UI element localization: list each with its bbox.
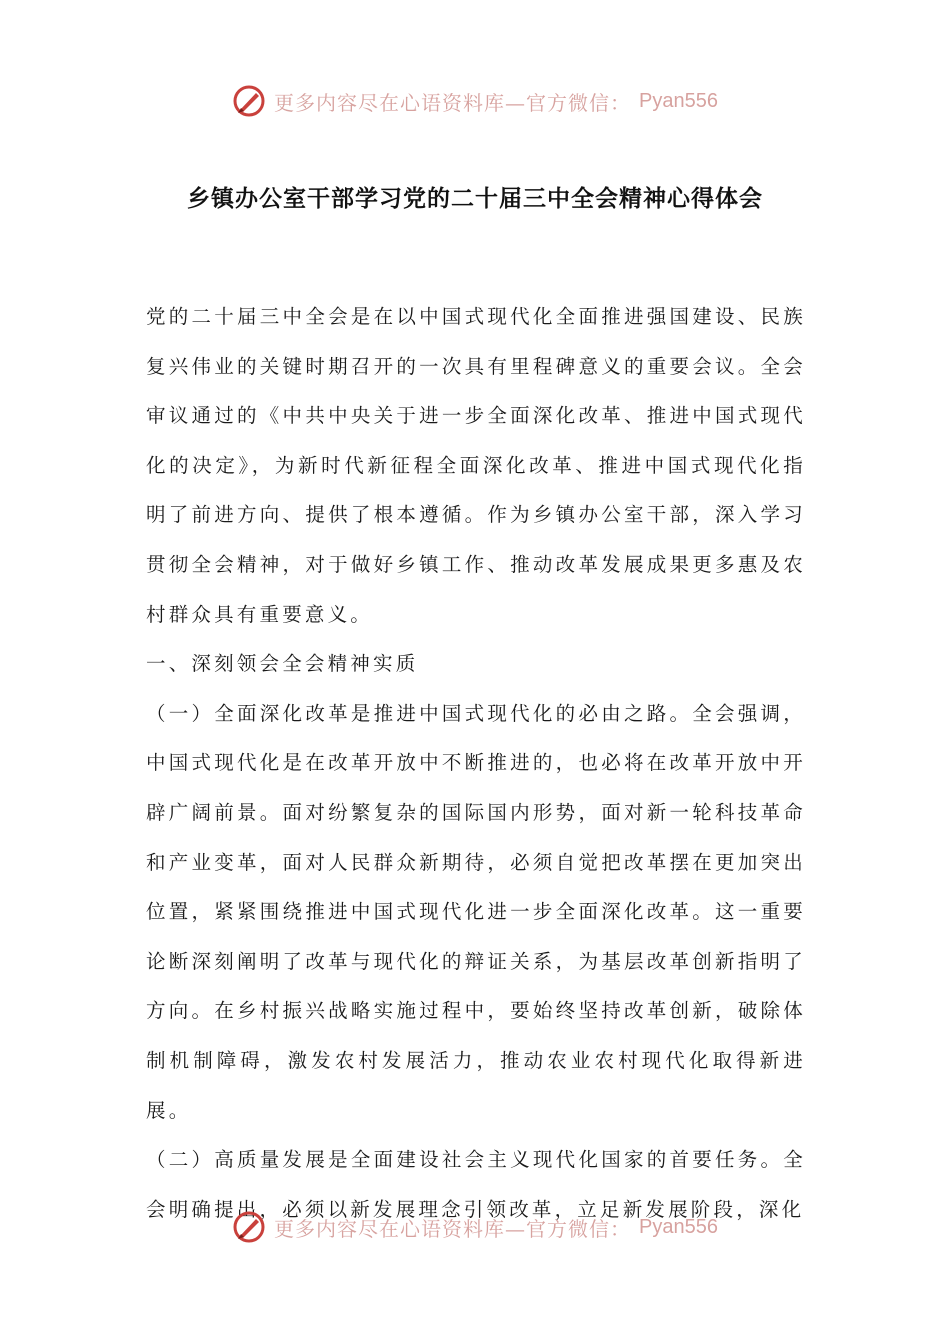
section-heading: 一、深刻领会全会精神实质 <box>146 652 419 676</box>
body-paragraph: （一）全面深化改革是推进中国式现代化的必由之路。全会强调，中国式现代化是在改革开放中不断推进的，也必将在改革开放中开辟广阔前景。面对纷繁复杂的国际国内形势，面对新一轮科技革命和产业变革，面对人民群众新期待，必须自觉把改革摆在更加突出位置，紧紧围绕推进中国式现代化进一步全面深化改革。这一重要论断深刻阐明了改革与现代化的辩证关系，为基层改革创新指明了方向。在乡村振兴战略实施过程中，要始终坚持改革创新，破除体制机制障碍，激发农村发展活力，推动农业农村现代化取得新进展。 <box>146 701 806 1122</box>
watermark-wechat-id: Pyan556 <box>639 89 718 112</box>
watermark-text: 更多内容尽在心语资料库—官方微信： <box>274 1216 632 1241</box>
intro-paragraph: 党的二十届三中全会是在以中国式现代化全面推进强国建设、民族复兴伟业的关键时期召开的一次具有里程碑意义的重要会议。全会审议通过的《中共中央关于进一步全面深化改革、推进中国式现代化的决定》，为新时代新征程全面深化改革、推进中国式现代化指明了前进方向、提供了根本遵循。作为乡镇办公室干部，深入学习贯彻全会精神，对于做好乡镇工作、推动改革发展成果更多惠及农村群众具有重要意义。 <box>146 305 806 626</box>
pen-logo-icon <box>232 84 266 118</box>
header-watermark <box>0 84 950 118</box>
body-paragraph: （二）高质量发展是全面建设社会主义现代化国家的首要任务。全会明确提出，必须以新发展理念引领改革，立足新发展阶段，深化 <box>146 1148 806 1221</box>
watermark-text: 更多内容尽在心语资料库—官方微信： <box>274 90 632 115</box>
document-title: 乡镇办公室干部学习党的二十届三中全会精神心得体会 <box>187 186 763 212</box>
document-body <box>146 292 806 1234</box>
pen-logo-icon <box>232 1210 266 1244</box>
watermark-wechat-id: Pyan556 <box>639 1215 718 1238</box>
footer-watermark <box>0 1210 950 1244</box>
